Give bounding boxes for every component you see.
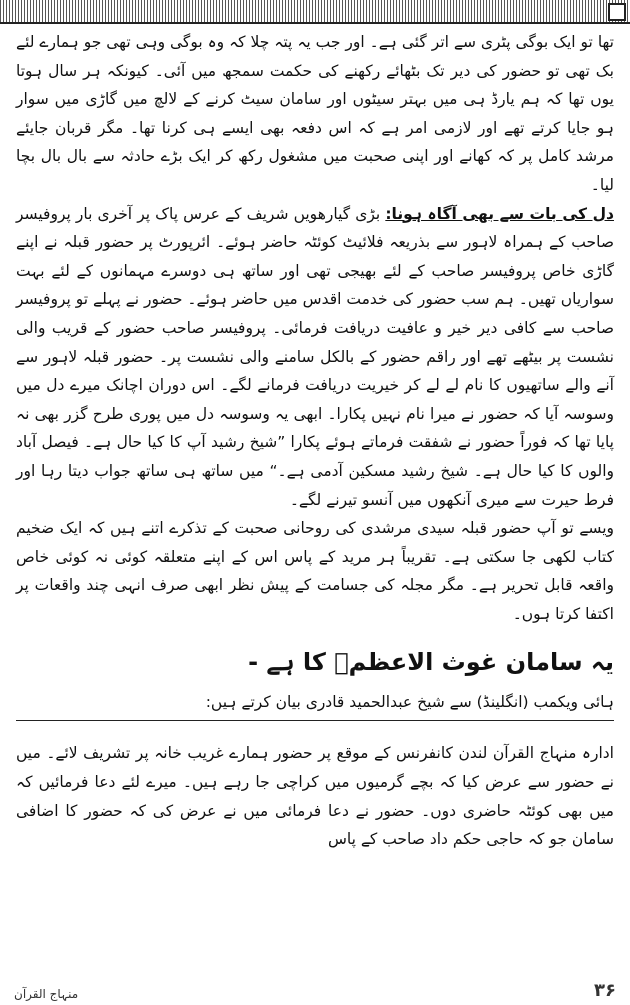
magazine-name: منہاج القرآن	[14, 987, 79, 1001]
page-body	[16, 28, 614, 854]
top-border	[0, 0, 630, 24]
page-number: ۳۶	[594, 980, 616, 1001]
paragraph-1: تھا تو ایک بوگی پٹری سے اتر گئی ہے۔ اور جب یہ پتہ چلا کہ وہ بوگی وہی تھی جو ہمارے لئے بک تھی تو حضور کی دیر تک بٹھائے رکھنے کی حکمت سمجھ میں آئی۔ کیونکہ ہر سال ہوتا یوں تھا کہ ہم یارڈ ہی میں بہتر سیٹوں اور سامان سیٹ کرنے کے لالچ میں گاڑی میں سوار ہو جایا کرتے تھے اور لازمی امر ہے کہ اس دفعہ بھی ایسے ہی کرنا تھا۔ مگر قربان جایئے مرشد کامل پر کہ کھانے اور اپنی صحبت میں مشغول رکھ کر ایک بڑے حادثہ سے بال بال بچا لیا۔	[16, 33, 614, 194]
paragraph-4: ادارہ منہاج القرآن لندن کانفرنس کے موقع پر حضور ہمارے غریب خانہ پر تشریف لائے۔ میں نے حضور سے عرض کیا کہ بچے گرمیوں میں کراچی جا رہے ہیں۔ میرے لئے دعا فرمائیں کہ میں بھی کوئٹہ حاضری دوں۔ حضور نے دعا فرمائی میں نے عرض کی کہ حضور کا اضافی سامان جو کہ حاجی حکم داد صاحب کے پاس	[16, 744, 614, 849]
section-byline: ہائی ویکمب (انگلینڈ) سے شیخ عبدالحمید قادری بیان کرتے ہیں:	[16, 688, 614, 721]
corner-ornament	[608, 3, 626, 21]
inline-heading: دل کی بات سے بھی آگاہ ہونا:	[385, 204, 614, 223]
paragraph-2-text: بڑی گیارھویں شریف کے عرس پاک پر آخری بار پروفیسر صاحب کے ہمراہ لاہور سے بذریعہ فلائیٹ کوئٹہ حاضر ہوئے۔ ائرپورٹ پر حضور قبلہ نے اپنے گاڑی خاص پروفیسر صاحب کے لئے بھیجی تھی اور ساتھ ہی دوسرے مہمانوں کے لئے بہت سواریاں تھیں۔ ہم سب حضور کی خدمت اقدس میں حاضر ہوئے۔ حضور نے پہلے تو پروفیسر صاحب سے کافی دیر خیر و عافیت دریافت فرمائی۔ پروفیسر صاحب حضور کے قریب والی نشست پر بیٹھے تھے اور راقم حضور کے بالکل سامنے والی نشست پر۔ حضور قبلہ لاہور سے آنے والے ساتھیوں کا نام لے لے کر خیریت دریافت فرمانے لگے۔ اس دوران اچانک میرے دل میں وسوسہ آیا کہ حضور نے میرا نام نہیں پکارا۔ ابھی یہ وسوسہ دل میں پوری طرح گزر بھی نہ پایا تھا کہ فوراً حضور نے شفقت فرماتے ہوئے پکارا ”شیخ رشید آپ کا کیا حال ہے۔ فیصل آباد والوں کا کیا حال ہے۔ شیخ رشید مسکین آدمی ہے۔“ میں ساتھ ہی ساتھ جواب دیتا رہا اور فرط حیرت سے میری آنکھوں میں آنسو تیرنے لگے۔	[16, 204, 614, 509]
section	[16, 642, 614, 853]
paragraph-3: ویسے تو آپ حضور قبلہ سیدی مرشدی کی روحانی صحبت کے تذکرے اتنے ہیں کہ ایک ضخیم کتاب لکھی جا سکتی ہے۔ تقریباً ہر مرید کے پاس اس کے اپنے متعلقہ کوئی نہ کوئی خاص واقعہ قابل تحریر ہے۔ مگر مجلہ کی جسامت کے پیش نظر ابھی صرف انہی چند واقعات پر اکتفا کرتا ہوں۔	[16, 519, 614, 623]
section-title: یہ سامان غوث الاعظمؒ کا ہے -	[248, 648, 614, 677]
page-footer	[14, 979, 616, 1001]
paragraph-2	[16, 200, 614, 515]
